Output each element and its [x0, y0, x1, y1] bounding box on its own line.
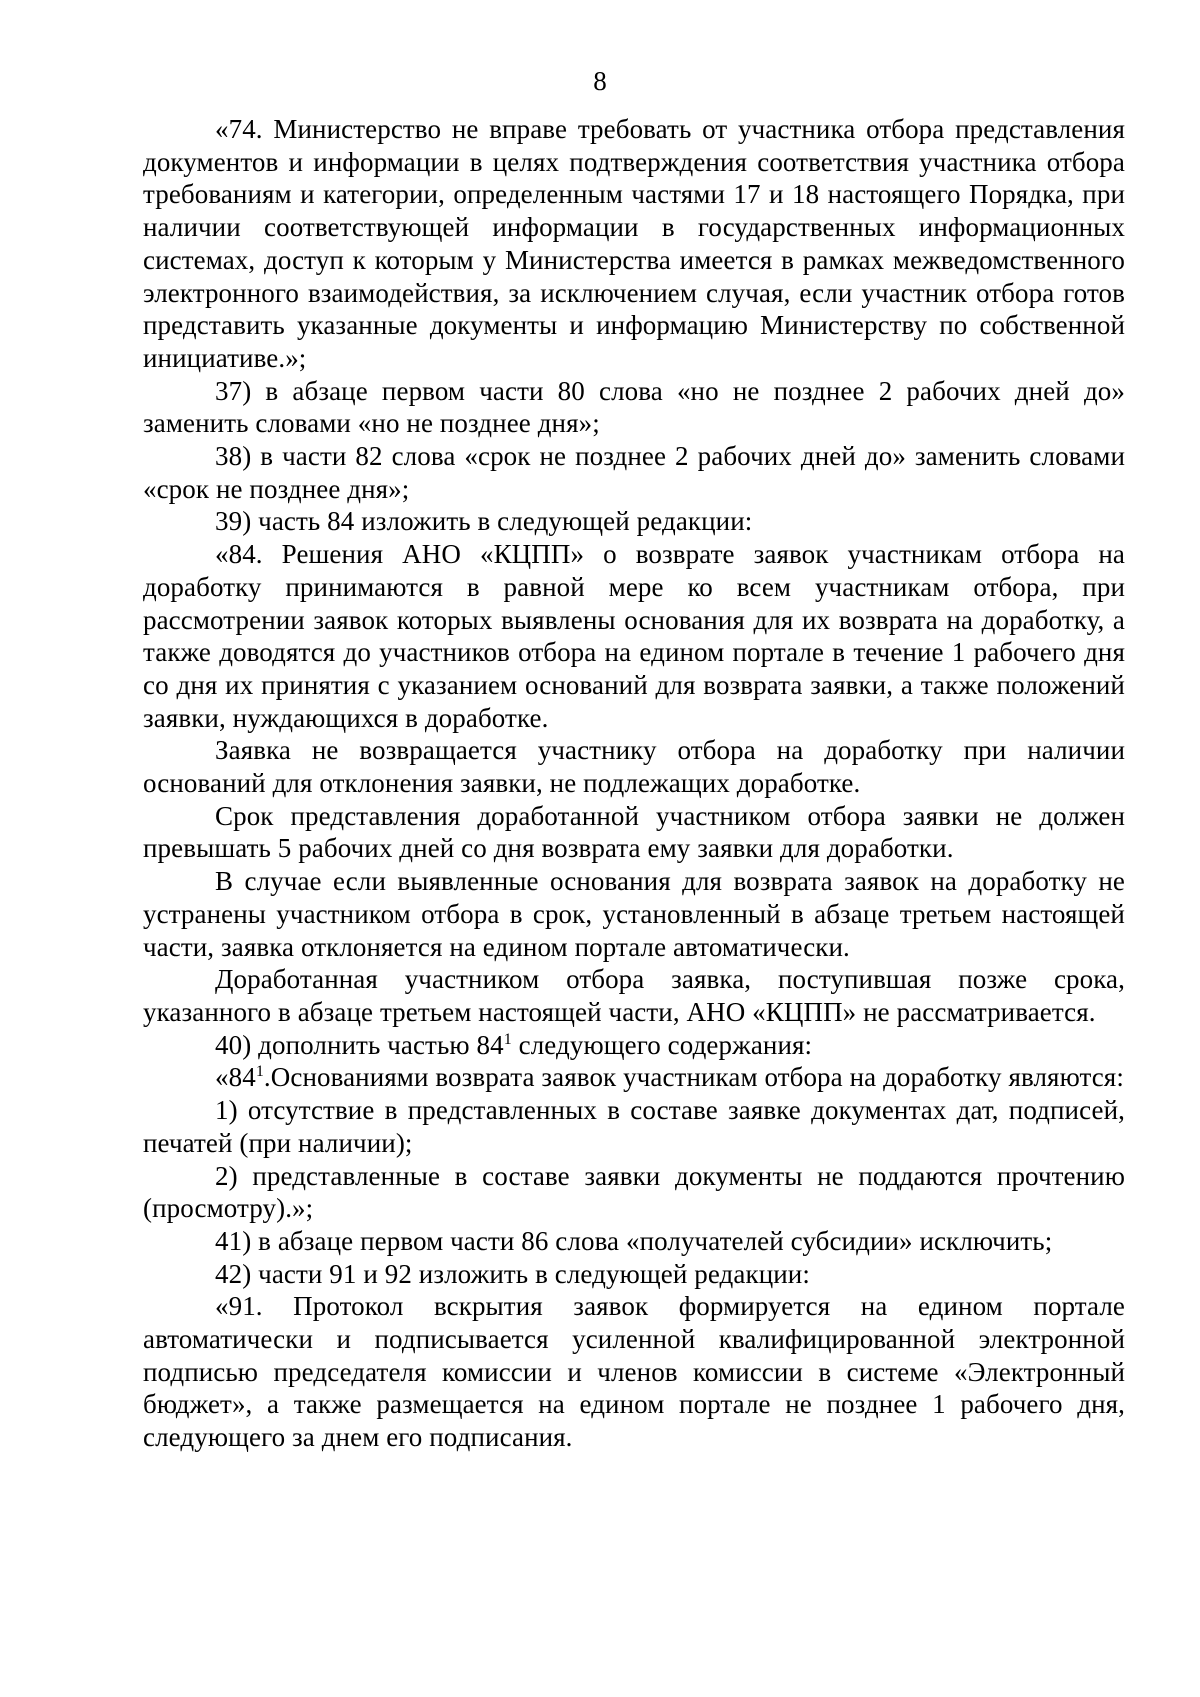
paragraph-item-40-end: следующего содержания:: [511, 1029, 813, 1060]
paragraph-item-40-start: 40) дополнить частью 84: [215, 1029, 504, 1060]
page-number: 8: [593, 66, 607, 96]
superscript: 1: [503, 1030, 512, 1048]
document-body: [143, 113, 1125, 1454]
paragraph-item-41: 41) в абзаце первом части 86 слова «получателей субсидии» исключить;: [215, 1225, 1053, 1256]
paragraph-91: «91. Протокол вскрытия заявок формируется на едином портале автоматически и подписывается усиленной квалифицированной электронной подписью председателя комиссии и членов комиссии в системе «Электронный бюджет», а также размещается на едином портале не позднее 1 рабочего дня, следующего за днем его подписания.: [143, 1291, 1125, 1453]
paragraph-item-39: 39) часть 84 изложить в следующей редакции:: [215, 506, 753, 537]
paragraph-84-1: [143, 1061, 1125, 1094]
paragraph-74: «74. Министерство не вправе требовать от участника отбора представления документов и информации в целях подтверждения соответствия участника отбора требованиям и категории, определенным частями 17 и 18 настоящего Порядка, при наличии соответствующей информации в государственных информационных системах, доступ к которым у Министерства имеется в рамках межведомственного электронного взаимодействия, за исключением случая, если участник отбора готов представить указанные документы и информацию Министерству по собственной инициативе.»;: [143, 114, 1125, 373]
paragraph-84-1-end: .Основаниями возврата заявок участникам отбора на доработку являются:: [263, 1062, 1124, 1093]
paragraph-84: «84. Решения АНО «КЦПП» о возврате заявок участникам отбора на доработку принимаются в равной мере ко всем участникам отбора, при рассмотрении заявок которых выявлены основания для их возврата на доработку, а также доводятся до участников отбора на едином портале в течение 1 рабочего дня со дня их принятия с указанием оснований для возврата заявки, а также положений заявки, нуждающихся в доработке.: [143, 539, 1125, 733]
paragraph-84-not-returned: Заявка не возвращается участнику отбора на доработку при наличии оснований для отклонения заявки, не подлежащих доработке.: [143, 735, 1125, 799]
paragraph-item-38: 38) в части 82 слова «срок не позднее 2 рабочих дней до» заменить словами «срок не позднее дня»;: [143, 441, 1125, 504]
paragraph-84-late: Доработанная участником отбора заявка, поступившая позже срока, указанного в абзаце третьем настоящей части, АНО «КЦПП» не рассматривается.: [143, 964, 1125, 1027]
paragraph-reason-1: 1) отсутствие в представленных в составе заявке документах дат, подписей, печатей (при наличии);: [143, 1095, 1125, 1158]
paragraph-item-40: [143, 1029, 1125, 1062]
paragraph-item-37: 37) в абзаце первом части 80 слова «но не позднее 2 рабочих дней до» заменить словами «но не позднее дня»;: [143, 375, 1125, 439]
paragraph-84-rejection: В случае если выявленные основания для возврата заявок на доработку не устранены участником отбора в срок, установленный в абзаце третьем настоящей части, заявка отклоняется на едином портале автоматически.: [143, 866, 1125, 962]
paragraph-84-1-start: «84: [215, 1062, 256, 1093]
superscript: 1: [255, 1063, 264, 1081]
paragraph-item-42: 42) части 91 и 92 изложить в следующей редакции:: [215, 1258, 810, 1289]
paragraph-84-deadline: Срок представления доработанной участником отбора заявки не должен превышать 5 рабочих дней со дня возврата ему заявки для доработки.: [143, 800, 1125, 864]
paragraph-reason-2: 2) представленные в составе заявки документы не поддаются прочтению (просмотру).»;: [143, 1160, 1125, 1224]
